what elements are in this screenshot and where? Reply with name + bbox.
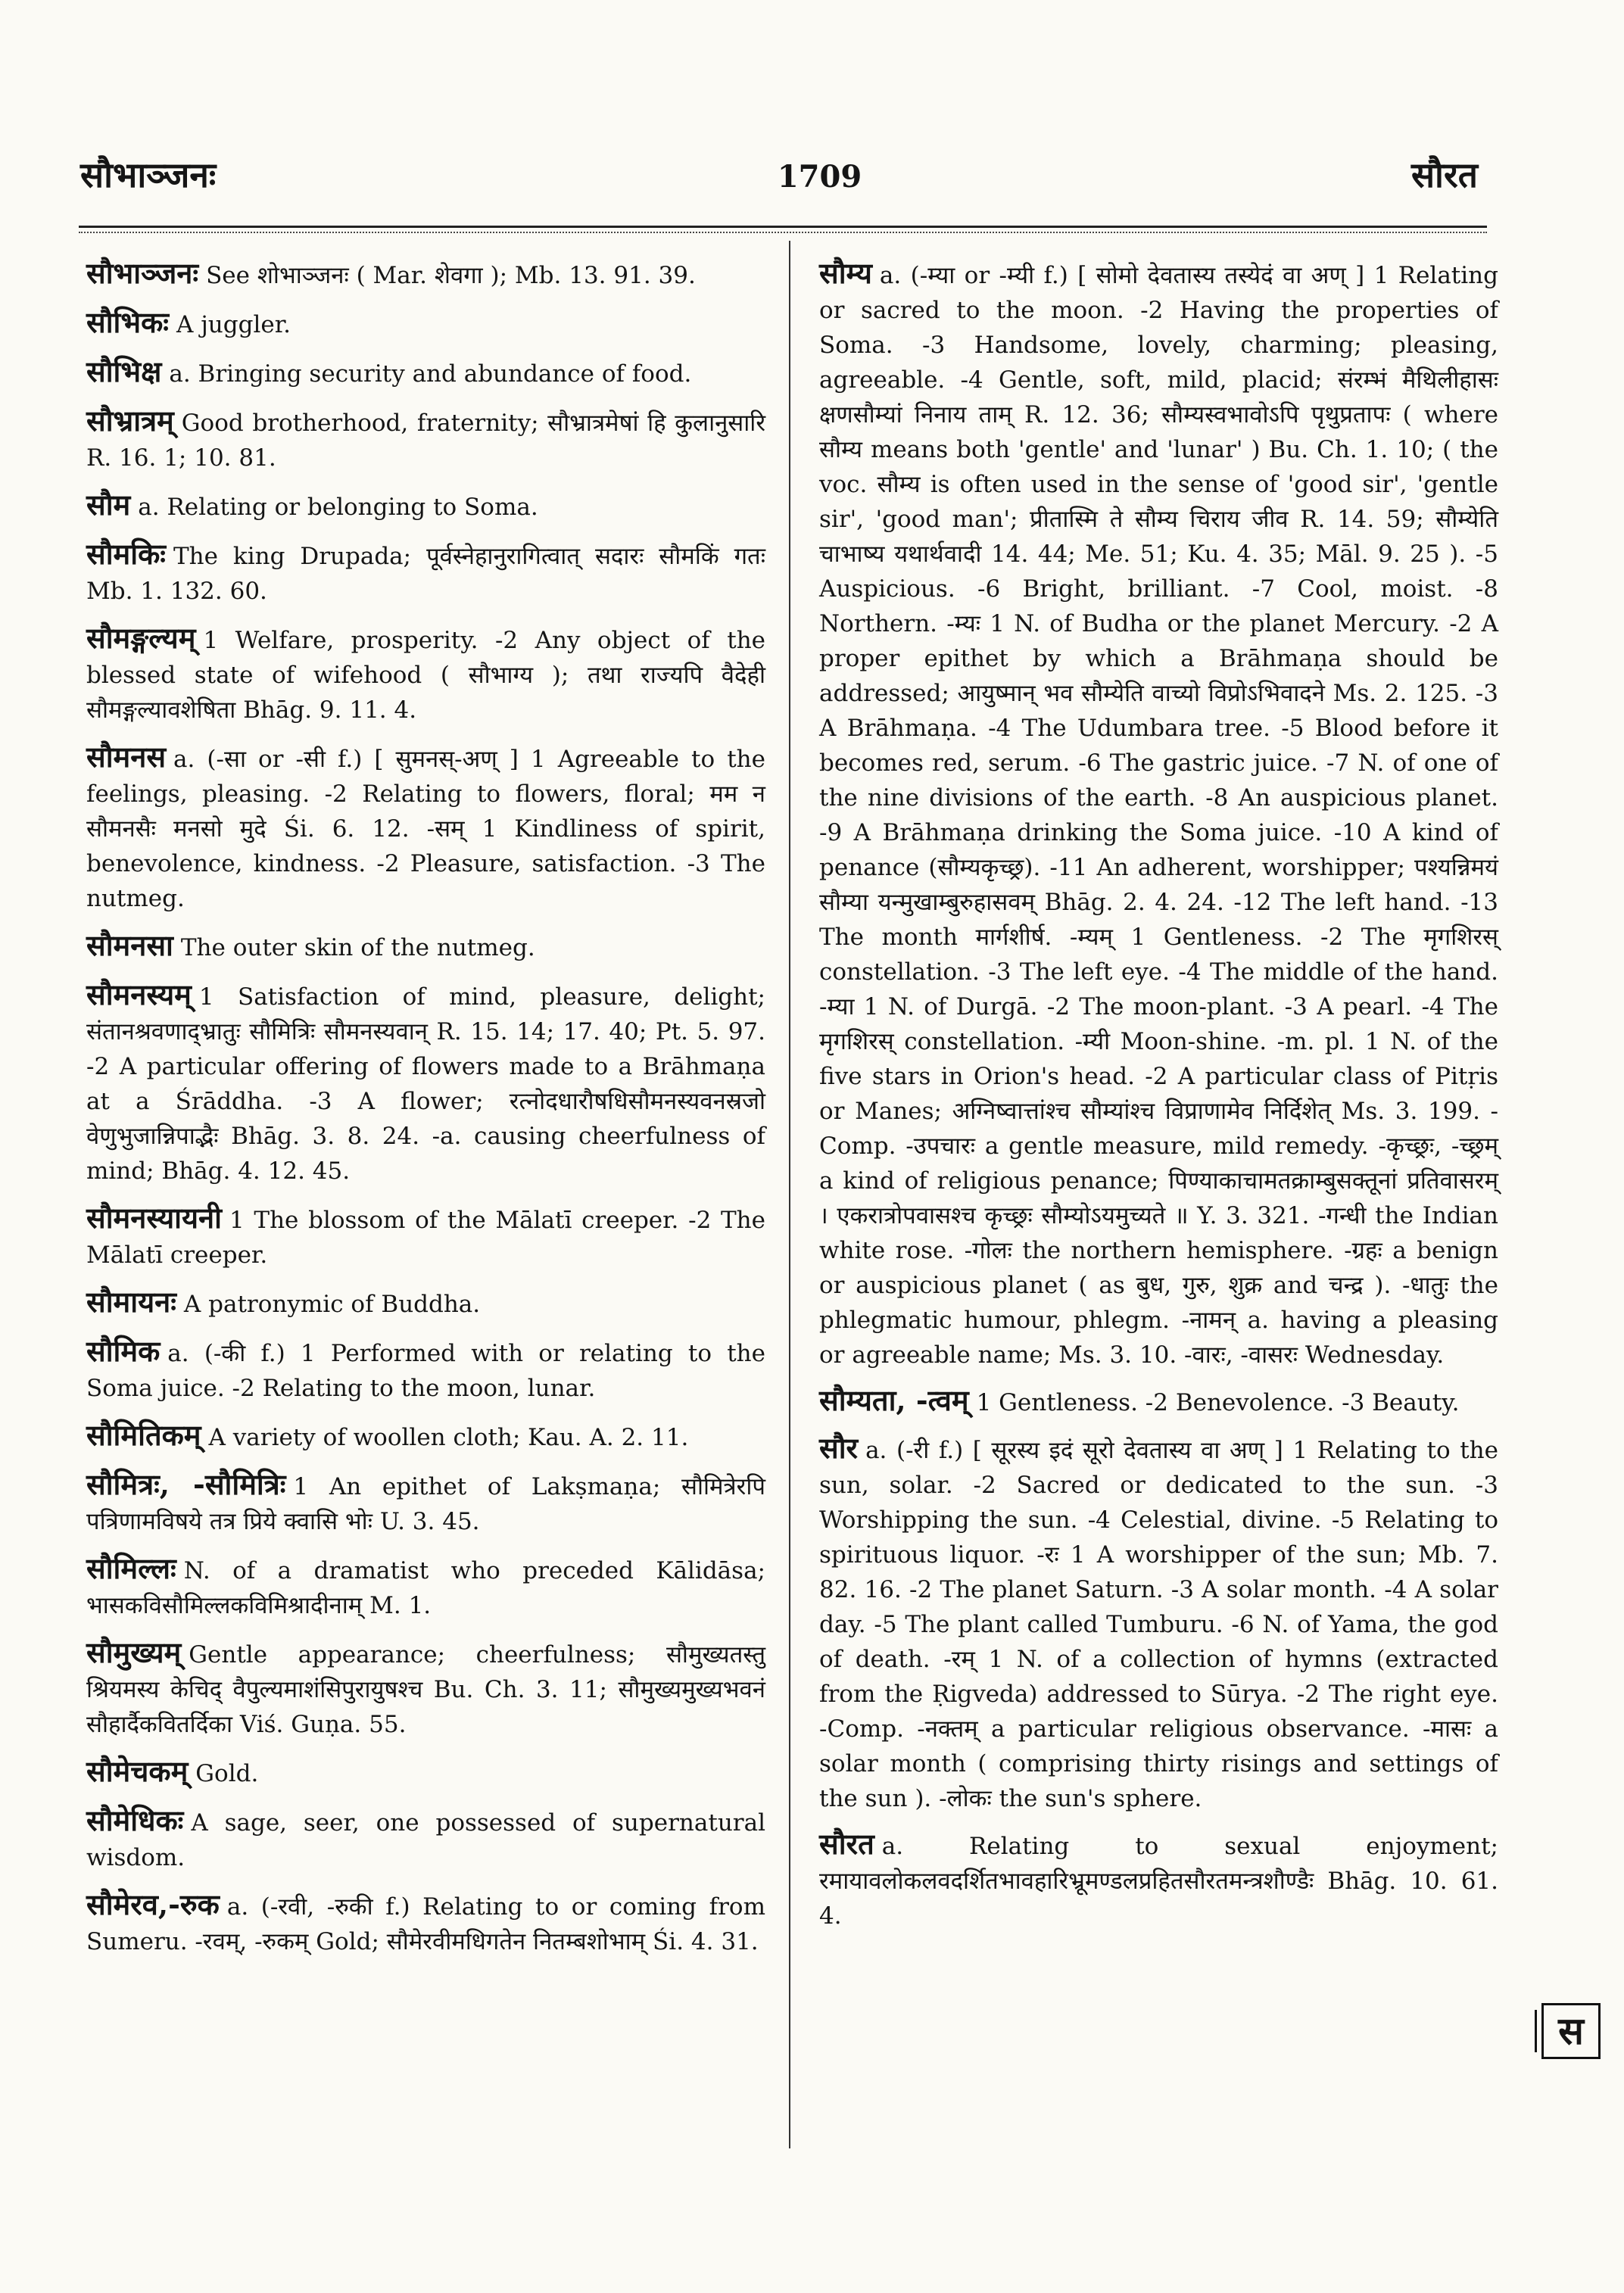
dictionary-entry xyxy=(86,928,765,965)
entry-headword: सौमनसा xyxy=(86,928,173,962)
dictionary-entry xyxy=(819,1431,1498,1816)
entry-headword: सौमुख्यम् xyxy=(86,1635,182,1669)
entry-headword: सौम्यता, -त्वम् xyxy=(819,1383,969,1417)
entry-headword: सौमेरव,-रुक xyxy=(86,1887,220,1921)
entry-definition: a. (-रवी, -रुकी f.) Relating to or coming from Sumeru. -रवम्, -रुकम् Gold; सौमेरवीमधिगतेन नितम्बशोभाम् Śi. 4. 31. xyxy=(86,1893,765,1955)
entry-headword: सौमेधिकः xyxy=(86,1803,184,1837)
dictionary-entry xyxy=(86,1887,765,1959)
entry-headword: सौम xyxy=(86,488,131,522)
entry-definition: 1 Satisfaction of mind, pleasure, delight; संतानश्रवणाद्भ्रातुः सौमित्रिः सौमनस्यवान् R. 15. 14; 17. 40; Pt. 5. 97. -2 A particular offering of flowers made to a Brāhmaṇa at a Śrāddha. -3 A flower; रत्नोदधारौषधिसौमनस्यवनस्रजो वेणुभुजान्निपाद्भैः Bhāg. 3. 8. 24. -a. causing cheerfulness of mind; Bhāg. 4. 12. 45. xyxy=(86,983,765,1185)
dictionary-entry xyxy=(819,256,1498,1372)
right-column xyxy=(819,256,1498,1944)
entry-definition: a. (-सा or -सी f.) [ सुमनस्-अण् ] 1 Agreeable to the feelings, pleasing. -2 Relating to flowers, floral; मम न सौमनसैः मनसो मुदे Śi. 6. 12. -सम् 1 Kindliness of spirit, benevolence, kindness. -2 Pleasure, satisfaction. -3 The nutmeg. xyxy=(86,746,765,912)
entry-definition: a. (-री f.) [ सूरस्य इदं सूरो देवतास्य वा अण् ] 1 Relating to the sun, solar. -2 Sacred or dedicated to the sun. -3 Worshipping the sun. -4 Celestial, divine. -5 Relating to spirituous liquor. -रः 1 A worshipper of the sun; Mb. 7. 82. 16. -2 The planet Saturn. -3 A solar month. -4 A solar day. -5 The plant called Tumburu. -6 N. of Yama, the god of death. -रम् 1 N. of a collection of hymns (extracted from the Ṛigveda) addressed to Sūrya. -2 The right eye. -Comp. -नक्तम् a particular religious observance. -मासः a solar month ( comprising thirty risings and settings of the sun ). -लोकः the sun's sphere. xyxy=(819,1437,1498,1812)
entry-definition: 1 Welfare, prosperity. -2 Any object of the blessed state of wifehood ( सौभाग्य ); तथा राज्यपि वैदेही सौमङ्गल्यावशेषिता Bhāg. 9. 11. 4. xyxy=(86,627,765,724)
dictionary-entry xyxy=(86,1754,765,1791)
entry-headword: सौरत xyxy=(819,1827,874,1861)
entry-definition: A juggler. xyxy=(176,311,291,338)
entry-definition: N. of a dramatist who preceded Kālidāsa; भासकविसौमिल्लकविमिश्रादीनाम् M. 1. xyxy=(86,1557,765,1619)
dictionary-entry xyxy=(86,1201,765,1273)
entry-definition: Gold. xyxy=(195,1760,259,1787)
thumb-index-tab xyxy=(1541,2003,1601,2059)
entry-headword: सौभिक्ष xyxy=(86,354,162,388)
running-head-left: सौभाञ्जनः xyxy=(80,154,217,195)
dictionary-entry xyxy=(86,621,765,727)
entry-definition: Good brotherhood, fraternity; सौभ्रात्रमेषां हि कुलानुसारि R. 16. 1; 10. 81. xyxy=(86,410,765,472)
entry-headword: सौमनस्यायनी xyxy=(86,1201,222,1235)
entry-definition: a. Relating to sexual enjoyment; रमायावलोकलवदर्शितभावहारिभ्रूमण्डलप्रहितसौरतमन्त्रशौण्डैः Bhāg. 10. 61. 4. xyxy=(819,1833,1498,1930)
entry-definition: a. (-म्या or -म्यी f.) [ सोमो देवतास्य तस्येदं वा अण् ] 1 Relating or sacred to the moon. -2 Having the properties of Soma. -3 Handsome, lovely, charming; pleasing, agreeable. -4 Gentle, soft, mild, placid; संरम्भं मैथिलीहासः क्षणसौम्यां निनाय ताम् R. 12. 36; सौम्यस्वभावोऽपि पृथुप्रतापः ( where सौम्य means both 'gentle' and 'lunar' ) Bu. Ch. 1. 10; ( the voc. सौम्य is often used in the sense of 'good sir', 'gentle sir', 'good man'; प्रीतास्मि ते सौम्य चिराय जीव R. 14. 59; सौम्येति चाभाष्य यथार्थवादी 14. 44; Me. 51; Ku. 4. 35; Māl. 9. 25 ). -5 Auspicious. -6 Bright, brilliant. -7 Cool, moist. -8 Northern. -म्यः 1 N. of Budha or the planet Mercury. -2 A proper epithet by which a Brāhmaṇa should be addressed; आयुष्मान् भव सौम्येति वाच्यो विप्रोऽभिवादने Ms. 2. 125. -3 A Brāhmaṇa. -4 The Udumbara tree. -5 Blood before it becomes red, serum. -6 The gastric juice. -7 N. of one of the nine divisions of the earth. -8 An auspicious planet. -9 A Brāhmaṇa drinking the Soma juice. -10 A kind of penance (सौम्यकृच्छ्र). -11 An adherent, worshipper; पश्यन्निमयं सौम्या यन्मुखाम्बुरुहासवम् Bhāg. 2. 4. 24. -12 The left hand. -13 The month मार्गशीर्ष. -म्यम् 1 Gentleness. -2 The मृगशिरस् constellation. -3 The left eye. -4 The middle of the hand. -म्या 1 N. of Durgā. -2 The moon-plant. -3 A pearl. -4 The मृगशिरस् constellation. -म्यी Moon-shine. -m. pl. 1 N. of the five stars in Orion's head. -2 A particular class of Pitṛis or Manes; अग्निष्वात्तांश्च सौम्यांश्च विप्राणामेव निर्दिशेत् Ms. 3. 199. -Comp. -उपचारः a gentle measure, mild remedy. -कृच्छ्रः, -च्छ्रम् a kind of religious penance; पिण्याकाचामतक्राम्बुसक्तूनां प्रतिवासरम् । एकरात्रोपवासश्च कृच्छ्रः सौम्योऽयमुच्यते ॥ Y. 3. 321. -गन्धी the Indian white rose. -गोलः the northern hemisphere. -ग्रहः a benign or auspicious planet ( as बुध, गुरु, शुक्र and चन्द्र ). -धातुः the phlegmatic humour, phlegm. -नामन् a. having a pleasing or agreeable name; Ms. 3. 10. -वारः, -वासरः Wednesday. xyxy=(819,262,1498,1369)
header-dotted-rule xyxy=(79,232,1487,233)
dictionary-entry xyxy=(86,1467,765,1539)
dictionary-entry xyxy=(86,1285,765,1322)
left-column xyxy=(86,256,765,1971)
dictionary-entry xyxy=(819,1827,1498,1933)
dictionary-entry xyxy=(86,537,765,609)
entry-headword: सौमनस्यम् xyxy=(86,977,192,1011)
thumb-index-letter: स xyxy=(1558,2008,1584,2053)
entry-definition: The king Drupada; पूर्वस्नेहानुरागित्वात् सदारः सौमकिं गतः Mb. 1. 132. 60. xyxy=(86,543,765,605)
entry-headword: सौमितिकम् xyxy=(86,1418,201,1452)
entry-definition: a. (-की f.) 1 Performed with or relating to the Soma juice. -2 Relating to the moon, lunar. xyxy=(86,1340,765,1402)
dictionary-entry xyxy=(86,488,765,525)
dictionary-entry xyxy=(86,977,765,1189)
column-divider xyxy=(789,241,790,2148)
dictionary-entry xyxy=(86,1334,765,1406)
dictionary-entry xyxy=(86,740,765,916)
dictionary-entry xyxy=(86,1803,765,1875)
dictionary-entry xyxy=(86,354,765,391)
entry-definition: Gentle appearance; cheerfulness; सौमुख्यतस्तु श्रियमस्य केचिद् वैपुल्यमाशंसिपुरायुषश्च Bu. Ch. 3. 11; सौमुख्यमुख्यभवनं सौहार्दैकवितर्दिका Viś. Guṇa. 55. xyxy=(86,1641,765,1738)
dictionary-entry xyxy=(86,305,765,342)
entry-headword: सौमनस xyxy=(86,740,167,774)
dictionary-entry xyxy=(86,1635,765,1742)
entry-headword: सौमङ्गल्यम् xyxy=(86,621,196,655)
entry-headword: सौमकिः xyxy=(86,537,166,571)
entry-definition: 1 Gentleness. -2 Benevolence. -3 Beauty. xyxy=(976,1389,1460,1416)
entry-definition: 1 The blossom of the Mālatī creeper. -2 The Mālatī creeper. xyxy=(86,1207,765,1269)
entry-definition: A patronymic of Buddha. xyxy=(183,1291,481,1318)
entry-definition: a. Bringing security and abundance of food. xyxy=(169,360,692,388)
dictionary-entry xyxy=(86,1551,765,1623)
entry-headword: सौम्य xyxy=(819,256,872,290)
entry-headword: सौमायनः xyxy=(86,1285,176,1319)
entry-definition: A variety of woollen cloth; Kau. A. 2. 11. xyxy=(208,1424,689,1451)
entry-definition: 1 An epithet of Lakṣmaṇa; सौमित्रेरपि पत्रिणामविषये तत्र प्रिये क्वासि भोः U. 3. 45. xyxy=(86,1473,765,1535)
entry-headword: सौमेचकम् xyxy=(86,1754,189,1788)
entry-headword: सौभ्रात्रम् xyxy=(86,403,174,438)
entry-definition: A sage, seer, one possessed of supernatural wisdom. xyxy=(86,1809,765,1871)
entry-headword: सौभिकः xyxy=(86,305,169,339)
entry-headword: सौमिल्लः xyxy=(86,1551,176,1585)
entry-definition: The outer skin of the nutmeg. xyxy=(180,934,535,961)
entry-definition: See शोभाञ्जनः ( Mar. शेवगा ); Mb. 13. 91. 39. xyxy=(206,262,696,289)
page-number: 1709 xyxy=(777,159,862,195)
dictionary-entry xyxy=(819,1383,1498,1420)
entry-definition: a. Relating or belonging to Soma. xyxy=(138,494,538,521)
entry-headword: सौमित्रः, -सौमित्रिः xyxy=(86,1467,286,1501)
entry-headword: सौर xyxy=(819,1431,859,1465)
dictionary-entry xyxy=(86,403,765,475)
dictionary-entry xyxy=(86,1418,765,1455)
entry-headword: सौभाञ्जनः xyxy=(86,256,199,290)
running-head-right: सौरत xyxy=(1410,154,1478,195)
header-rule xyxy=(79,226,1487,228)
dictionary-entry xyxy=(86,256,765,293)
entry-headword: सौमिक xyxy=(86,1334,161,1368)
